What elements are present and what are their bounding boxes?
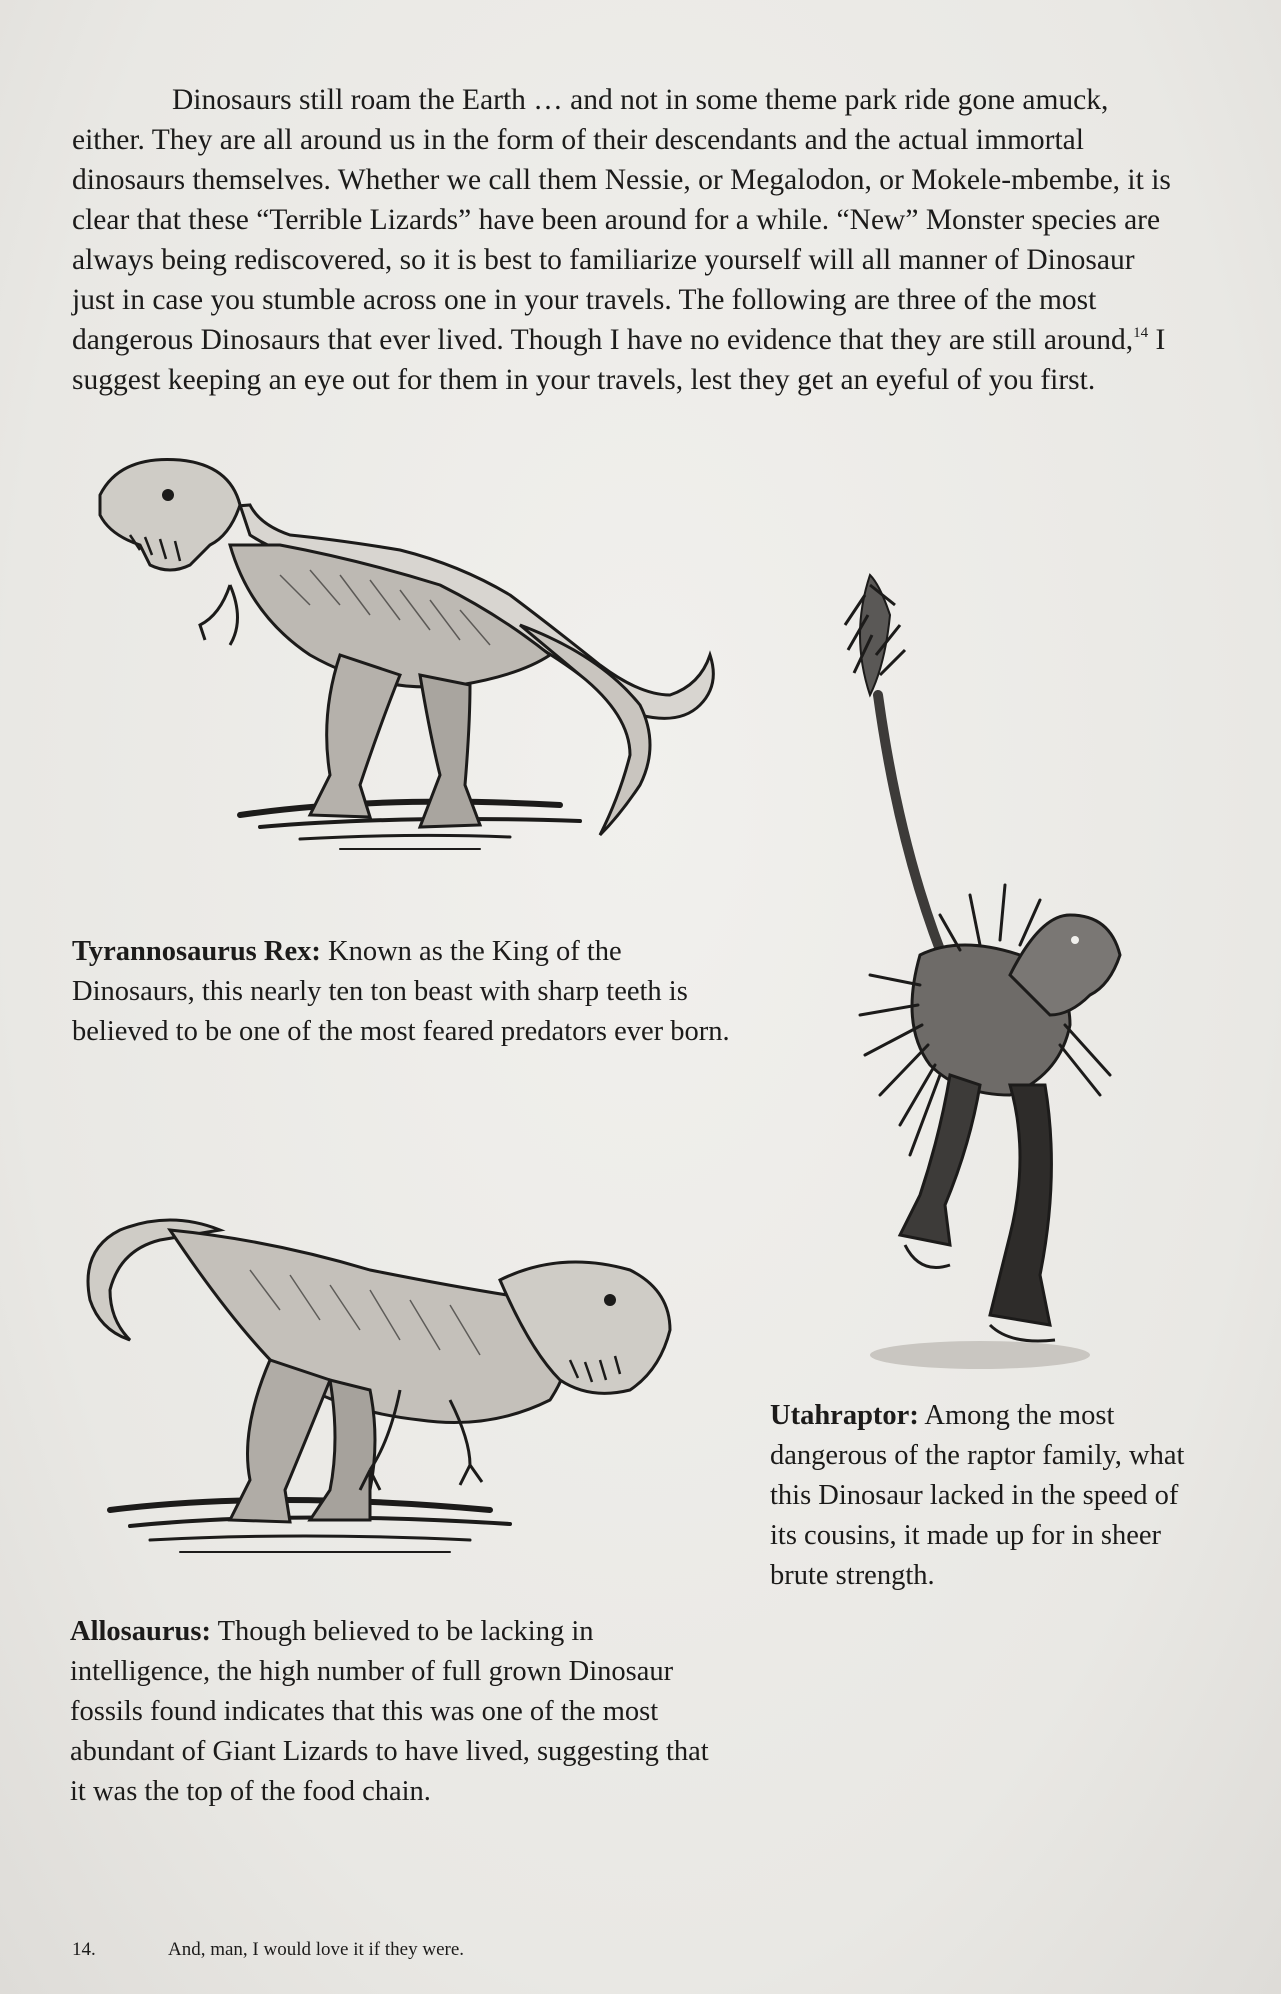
utahraptor-caption xyxy=(770,1396,1190,1596)
utahraptor-illustration xyxy=(810,555,1130,1375)
allosaurus-description: Though believed to be lacking in intelligence, the high number of full grown Dinosaur fossils found indicates that this was one of the most abundant of Giant Lizards to have lived, suggesting that it was the top of the food chain. xyxy=(70,1616,709,1807)
intro-text-part-1: Dinosaurs still roam the Earth … and not in some theme park ride gone amuck, either. They are all around us in the form of their descendants and the actual immortal dinosaurs themselves. Whether we call them Nessie, or Megalodon, or Mokele-mbembe, it is clear that these “Terrible Lizards” have been around for a while. “New” Monster species are always being rediscovered, so it is best to familiarize yourself will all manner of Dinosaur just in case you stumble across one in your travels. The following are three of the most dangerous Dinosaurs that ever lived. Though I have no evidence that they are still around, xyxy=(72,84,1171,356)
tyrannosaurus-illustration xyxy=(80,455,720,915)
tyrannosaurus-name: Tyrannosaurus Rex: xyxy=(72,936,321,967)
allosaurus-illustration xyxy=(70,1190,720,1600)
allosaurus-caption xyxy=(70,1612,710,1812)
allosaurus-name: Allosaurus: xyxy=(70,1616,211,1647)
footnote-text: And, man, I would love it if they were. xyxy=(168,1939,465,1960)
tyrannosaurus-description: Known as the King of the Dinosaurs, this nearly ten ton beast with sharp teeth is believed to be one of the most feared predators ever born. xyxy=(72,936,730,1047)
page-number: 14. xyxy=(72,1939,96,1960)
intro-text-part-2: I suggest keeping an eye out for them in your travels, lest they get an eyeful of you first. xyxy=(72,324,1166,396)
utahraptor-description: Among the most dangerous of the raptor family, what this Dinosaur lacked in the speed of its cousins, it made up for in sheer brute strength. xyxy=(770,1400,1185,1591)
intro-paragraph xyxy=(72,80,1182,400)
footnote-reference: 14 xyxy=(1133,325,1149,341)
tyrannosaurus-caption xyxy=(72,932,732,1052)
utahraptor-name: Utahraptor: xyxy=(770,1400,919,1431)
